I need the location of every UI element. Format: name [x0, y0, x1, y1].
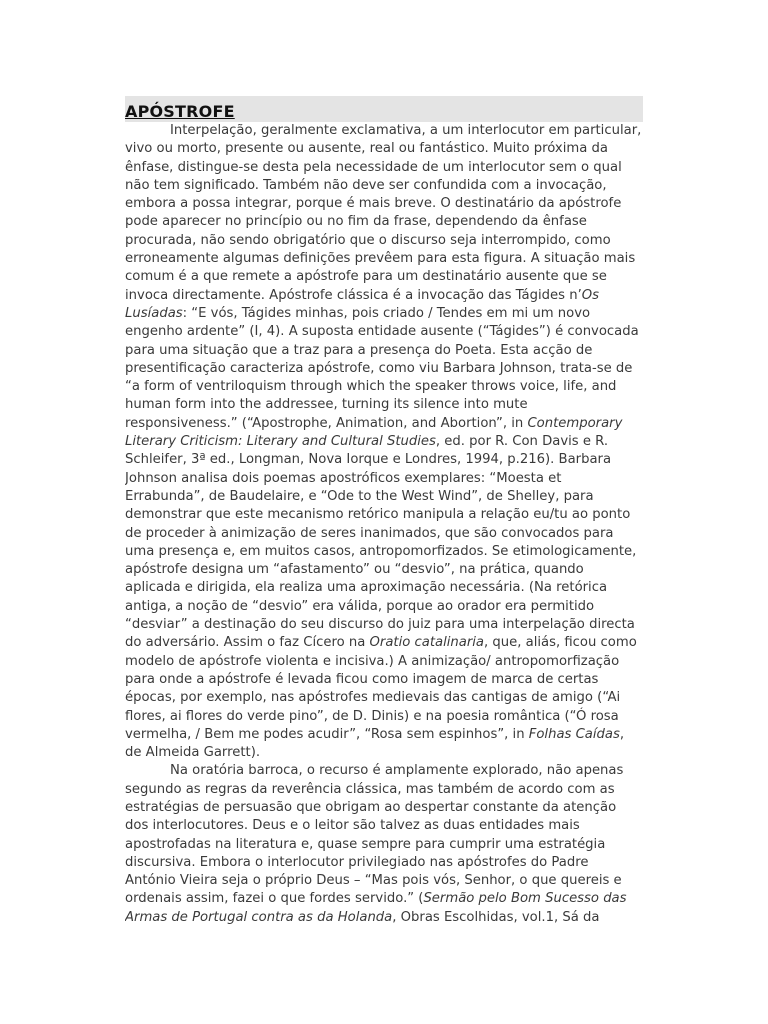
paragraph: [125, 122, 643, 762]
text-run: , que, aliás, ficou como modelo de apóstrofe violenta e incisiva.) A animização/ antropomorfização para onde a apóstrofe é levada ficou como imagem de marca de certas épocas, por exemplo, nas apóstrofes medievais das cantigas de amigo (“Ai flores, ai flores do verde pino”, de D. Dinis) e na poesia romântica (“Ó rosa vermelha, / Bem me podes acudir”, “Rosa sem espinhos”, in: [125, 635, 637, 742]
italic-text: Sermão pelo Bom Sucesso das Armas de Portugal contra as da Holanda: [125, 891, 627, 925]
text-run: , Obras Escolhidas, vol.1, Sá da: [392, 909, 600, 925]
document-body: [125, 122, 643, 927]
text-run: , ed. por R. Con Davis e R. Schleifer, 3ª ed., Longman, Nova Iorque e Londres, 1994, p.216). Barbara Johnson analisa dois poemas apostróficos exemplares: “Moesta et Errabunda”, de Baudelaire, e “Ode to the West Wind”, de Shelley, para demonstrar que este mecanismo retórico manipula a relação eu/tu ao ponto de proceder à animização de seres inanimados, que são convocados para uma presença e, em muitos casos, antropomorfizados. Se etimologicamente, apóstrofe designa um “afastamento” ou “desvio”, na prática, quando aplicada e dirigida, ela realiza uma aproximação necessária. (Na retórica antiga, a noção de “desvio” era válida, porque ao orador era permitido “desviar” a destinação do seu discurso do juiz para uma interpelação directa do adversário. Assim o faz Cícero na: [125, 434, 637, 651]
italic-text: Contemporary Literary Criticism: Literary and Cultural Studies: [125, 415, 623, 450]
document-page: [125, 96, 643, 927]
italic-text: Oratio catalinaria: [369, 635, 485, 651]
text-run: : “E vós, Tágides minhas, pois criado / Tendes em mi um novo engenho ardente” (I, 4). A suposta entidade ausente (“Tágides”) é convocada para uma situação que a traz para a presença do Poeta. Esta acção de presentificação caracteriza apóstrofe, como viu Barbara Johnson, trata-se de “a form of ventriloquism through which the speaker throws voice, life, and human form into the addressee, turning its silence into mute responsiveness.” (“Apostrophe, Animation, and Abortion”, in: [125, 305, 639, 431]
title-bar: [125, 96, 643, 122]
page-title: APÓSTROFE: [125, 102, 235, 121]
text-run: Na oratória barroca, o recurso é amplamente explorado, não apenas segundo as regras da reverência clássica, mas também de acordo com as estratégias de persuasão que obrigam ao despertar constante da atenção dos interlocutores. Deus e o leitor são talvez as duas entidades mais apostrofadas na literatura e, quase sempre para cumprir uma estratégia discursiva. Embora o interlocutor privilegiado nas apóstrofes do Padre António Vieira seja o próprio Deus – “Mas pois vós, Senhor, o que quereis e ordenais assim, fazei o que fordes servido.” (: [125, 763, 624, 907]
paragraph: [125, 762, 643, 927]
italic-text: Folhas Caídas: [528, 726, 620, 742]
text-run: , de Almeida Garrett).: [125, 726, 625, 761]
text-run: Interpelação, geralmente exclamativa, a um interlocutor em particular, vivo ou morto, presente ou ausente, real ou fantástico. Muito próxima da ênfase, distingue-se desta pela necessidade de um interlocutor sem o qual não tem significado. Também não deve ser confundida com a invocação, embora a possa integrar, porque é mais breve. O destinatário da apóstrofe pode aparecer no princípio ou no fim da frase, dependendo da ênfase procurada, não sendo obrigatório que o discurso seja interrompido, como erroneamente algumas definições prevêem para esta figura. A situação mais comum é a que remete a apóstrofe para um destinatário ausente que se invoca directamente. Apóstrofe clássica é a invocação das Tágides n’: [125, 123, 642, 303]
italic-text: Os Lusíadas: [125, 287, 600, 321]
